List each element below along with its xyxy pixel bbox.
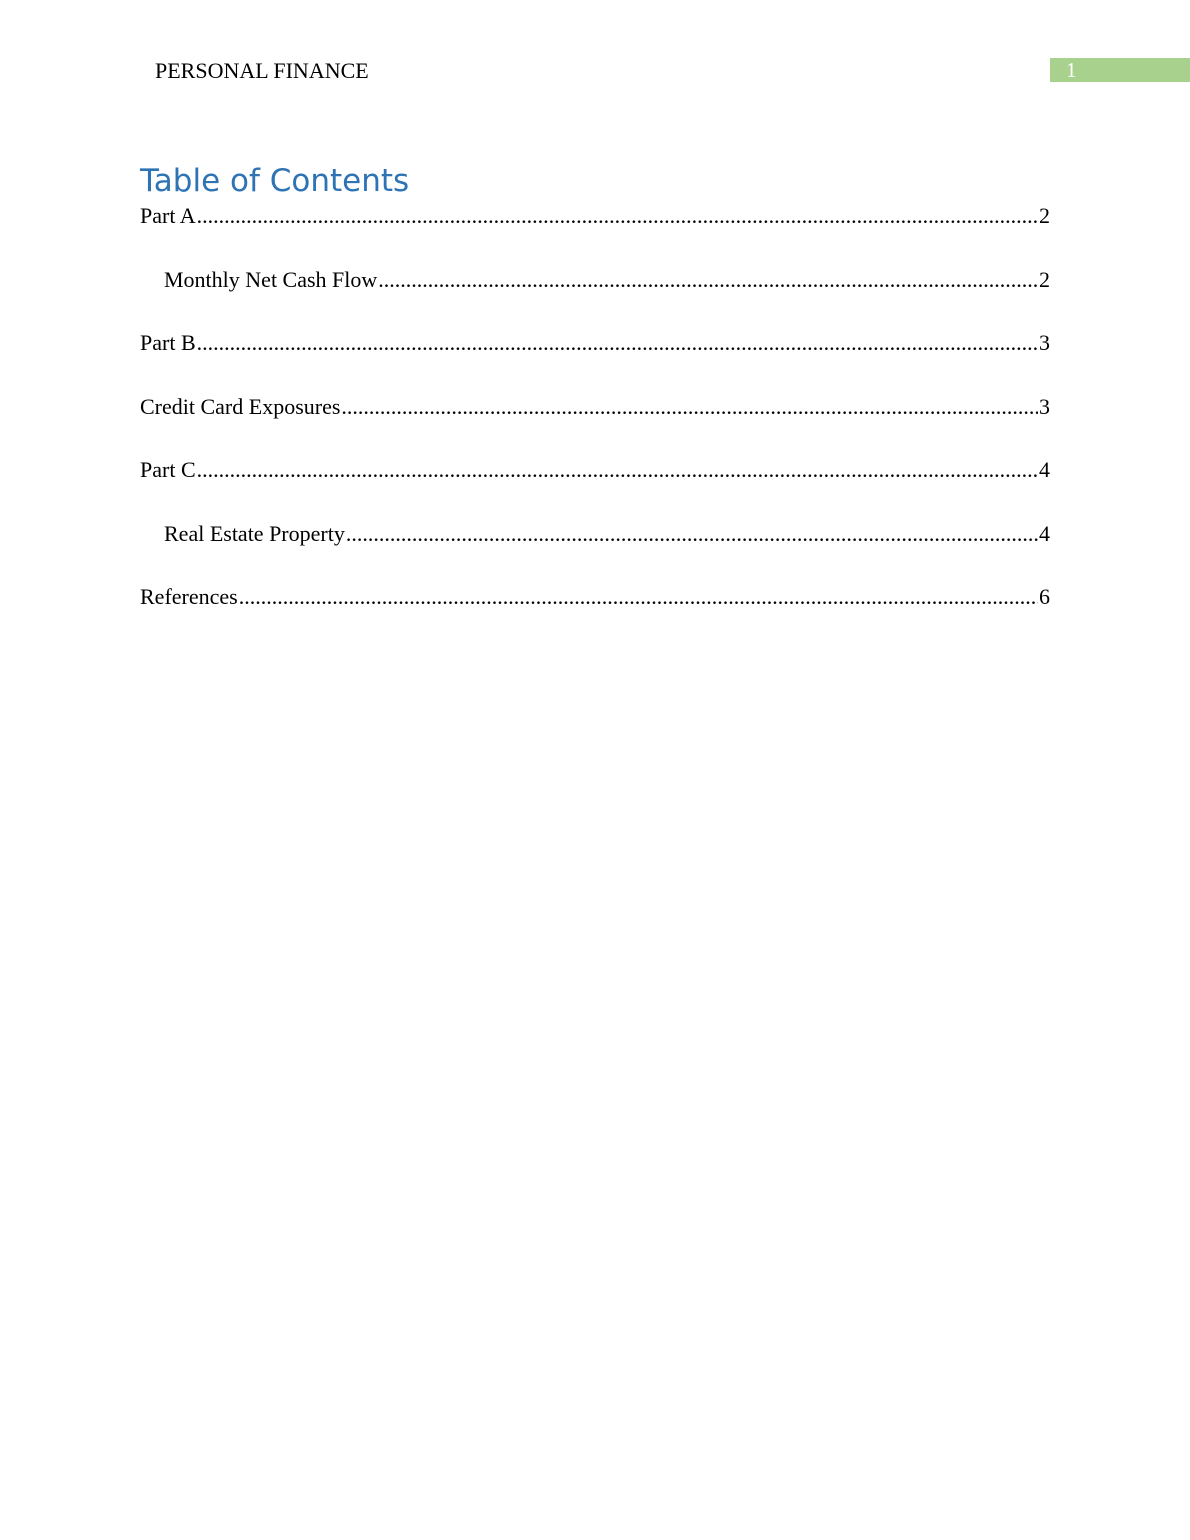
toc-entry-label: Part C <box>140 457 196 482</box>
toc-dot-leader <box>346 518 1038 550</box>
toc-list <box>140 200 1050 645</box>
toc-dot-leader <box>239 581 1038 613</box>
toc-entry-part-c[interactable] <box>140 454 1050 518</box>
toc-entry-page: 4 <box>1039 457 1050 482</box>
page-number: 1 <box>1066 58 1077 82</box>
toc-dot-leader <box>341 391 1038 423</box>
toc-entry-part-b[interactable] <box>140 327 1050 391</box>
toc-entry-label: References <box>140 584 238 609</box>
toc-entry-monthly-net-cash-flow[interactable] <box>140 264 1050 328</box>
page-number-badge <box>1050 58 1190 82</box>
toc-dot-leader <box>197 200 1038 232</box>
toc-entry-page: 3 <box>1039 330 1050 355</box>
toc-entry-page: 2 <box>1039 266 1050 292</box>
toc-entry-page: 4 <box>1039 520 1050 546</box>
toc-entry-label: Monthly Net Cash Flow <box>164 266 378 292</box>
toc-entry-label: Part A <box>140 203 196 228</box>
toc-dot-leader <box>378 264 1038 296</box>
toc-dot-leader <box>197 454 1038 486</box>
toc-entry-credit-card-exposures[interactable] <box>140 391 1050 455</box>
toc-entry-part-a[interactable] <box>140 200 1050 264</box>
toc-entry-page: 6 <box>1039 584 1050 609</box>
toc-entry-references[interactable] <box>140 581 1050 645</box>
toc-entry-label: Credit Card Exposures <box>140 393 341 419</box>
toc-entry-page: 3 <box>1039 393 1050 419</box>
running-header: PERSONAL FINANCE <box>155 58 369 83</box>
toc-entry-label: Part B <box>140 330 196 355</box>
toc-heading: Table of Contents <box>140 163 410 199</box>
toc-entry-label: Real Estate Property <box>164 520 345 546</box>
toc-dot-leader <box>197 327 1038 359</box>
toc-entry-page: 2 <box>1039 203 1050 228</box>
toc-entry-real-estate-property[interactable] <box>140 518 1050 582</box>
